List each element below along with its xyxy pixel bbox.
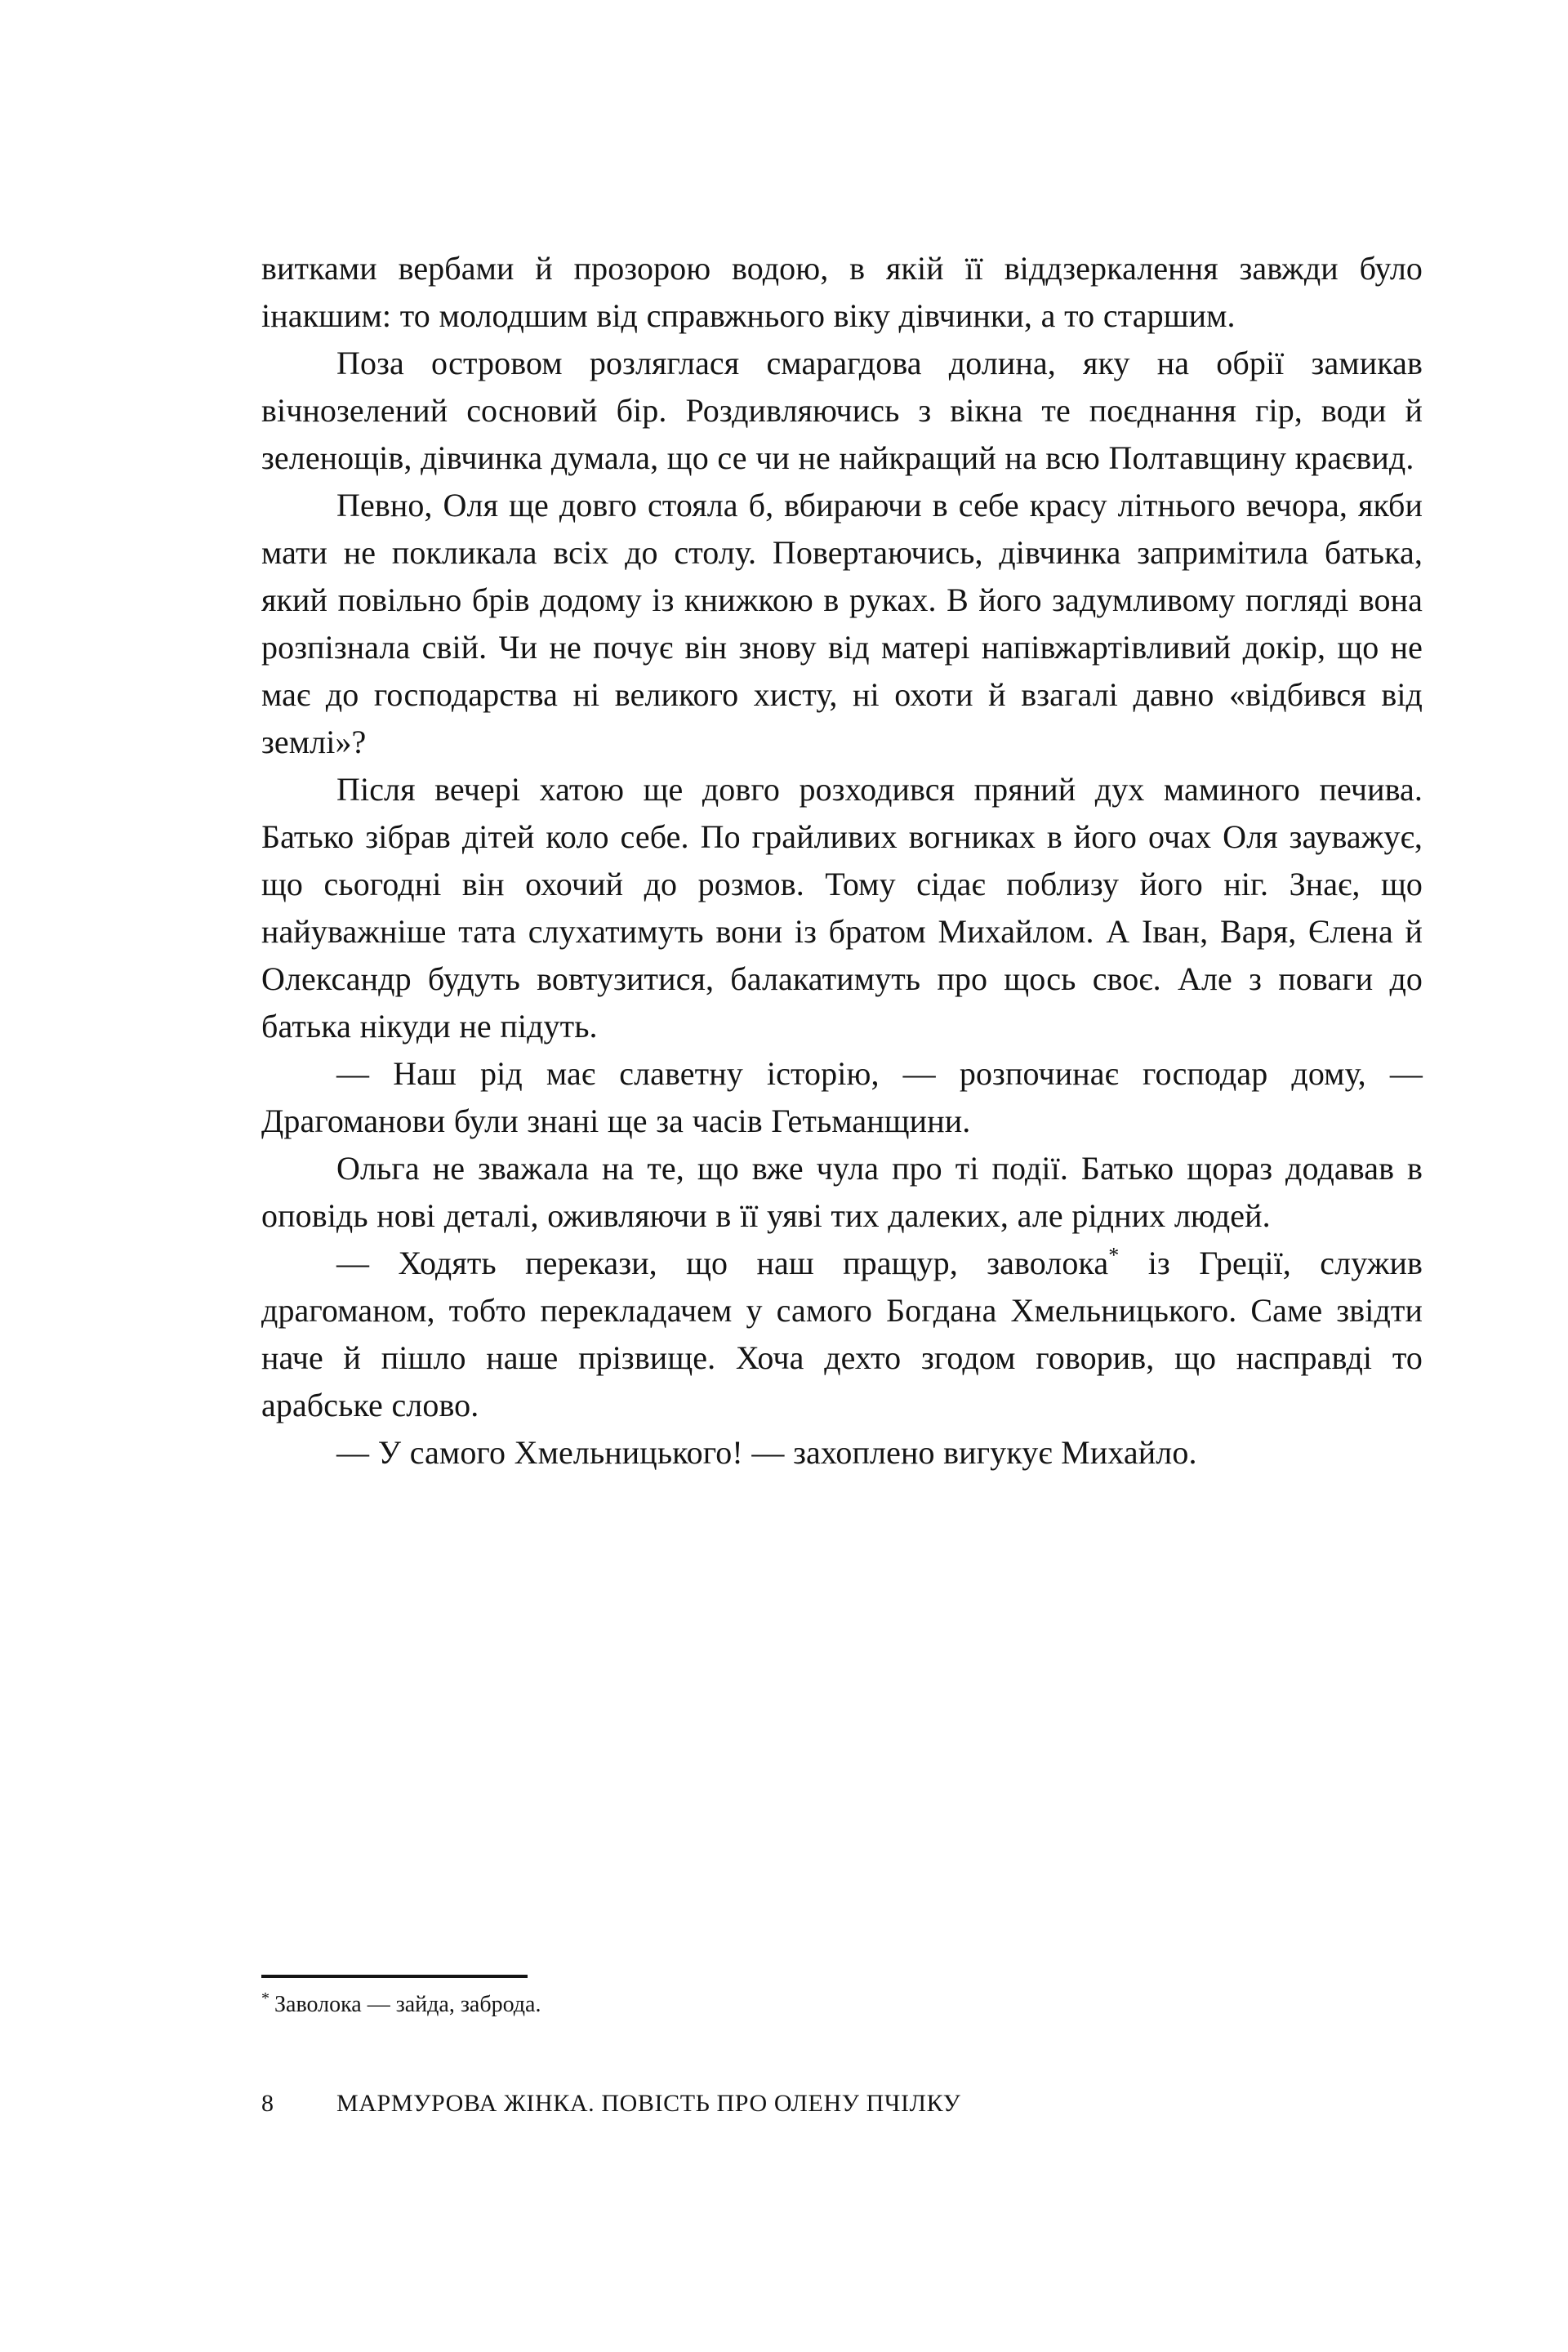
running-title: МАРМУРОВА ЖІНКА. ПОВІСТЬ ПРО ОЛЕНУ ПЧІЛКУ	[336, 2090, 961, 2117]
running-footer	[261, 2087, 1423, 2120]
footnote-mark: *	[261, 1989, 270, 2007]
paragraph: Ольга не зважала на те, що вже чула про ті події. Батько щораз додавав в оповідь нові деталі, оживляючи в її уяві тих далеких, але рідних людей.	[261, 1150, 1423, 1234]
footnote-area	[261, 1975, 1423, 2020]
footnote-body-text: Заволока — зайда, заброда.	[274, 1992, 541, 2017]
paragraph-continued: витками вербами й прозорою водою, в якій її віддзеркалення завжди було інакшим: то молодшим від справжнього віку дівчинки, а то старшим.	[261, 250, 1423, 334]
dialogue-paragraph-with-footnote	[261, 1240, 1423, 1429]
dialogue-paragraph: — Наш рід має славетну історію, — розпочинає господар дому, — Драгоманови були знані ще за часів Гетьманщини.	[261, 1055, 1423, 1139]
dialogue-text-after-footnote-ref: із Греції, служив драгоманом, тобто перекладачем у самого Богдана Хмельницького. Саме звідти наче й пішло наше прізвище. Хоча дехто згодом говорив, що насправді то арабське слово.	[261, 1245, 1423, 1423]
body-text-block	[261, 245, 1423, 1477]
paragraph: Поза островом розляглася смарагдова долина, яку на обрії замикав вічнозелений сосновий бір. Роздивляючись з вікна те поєднання гір, води й зеленощів, дівчинка думала, що се чи не найкращий на всю Полтавщину краєвид.	[261, 345, 1423, 476]
dialogue-text-before-footnote-ref: — Ходять перекази, що наш пращур, заволока	[336, 1245, 1109, 1281]
footnote-separator-rule	[261, 1975, 528, 1978]
footnote-entry	[261, 1989, 1423, 2020]
footnote-reference-marker[interactable]: *	[1108, 1243, 1120, 1267]
paragraph: Певно, Оля ще довго стояла б, вбираючи в себе красу літнього вечора, якби мати не покликала всіх до столу. Повертаючись, дівчинка запримітила батька, який повільно брів додому із книжкою в руках. В його задумливому погляді вона розпізнала свій. Чи не почує він знову від матері напівжартівливий докір, що не має до господарства ні великого хисту, ні охоти й взагалі давно «відбився від землі»?	[261, 487, 1423, 760]
page-number: 8	[261, 2090, 274, 2117]
paragraph: Після вечері хатою ще довго розходився пряний дух маминого печива. Батько зібрав дітей коло себе. По грайливих вогниках в його очах Оля зауважує, що сьогодні він охочий до розмов. Тому сідає поблизу його ніг. Знає, що найуважніше тата слухатимуть вони із братом Михайлом. А Іван, Варя, Єлена й Олександр будуть вовтузитися, балакатимуть про щось своє. Але з поваги до батька нікуди не підуть.	[261, 771, 1423, 1045]
dialogue-paragraph: — У самого Хмельницького! — захоплено вигукує Михайло.	[336, 1434, 1197, 1471]
